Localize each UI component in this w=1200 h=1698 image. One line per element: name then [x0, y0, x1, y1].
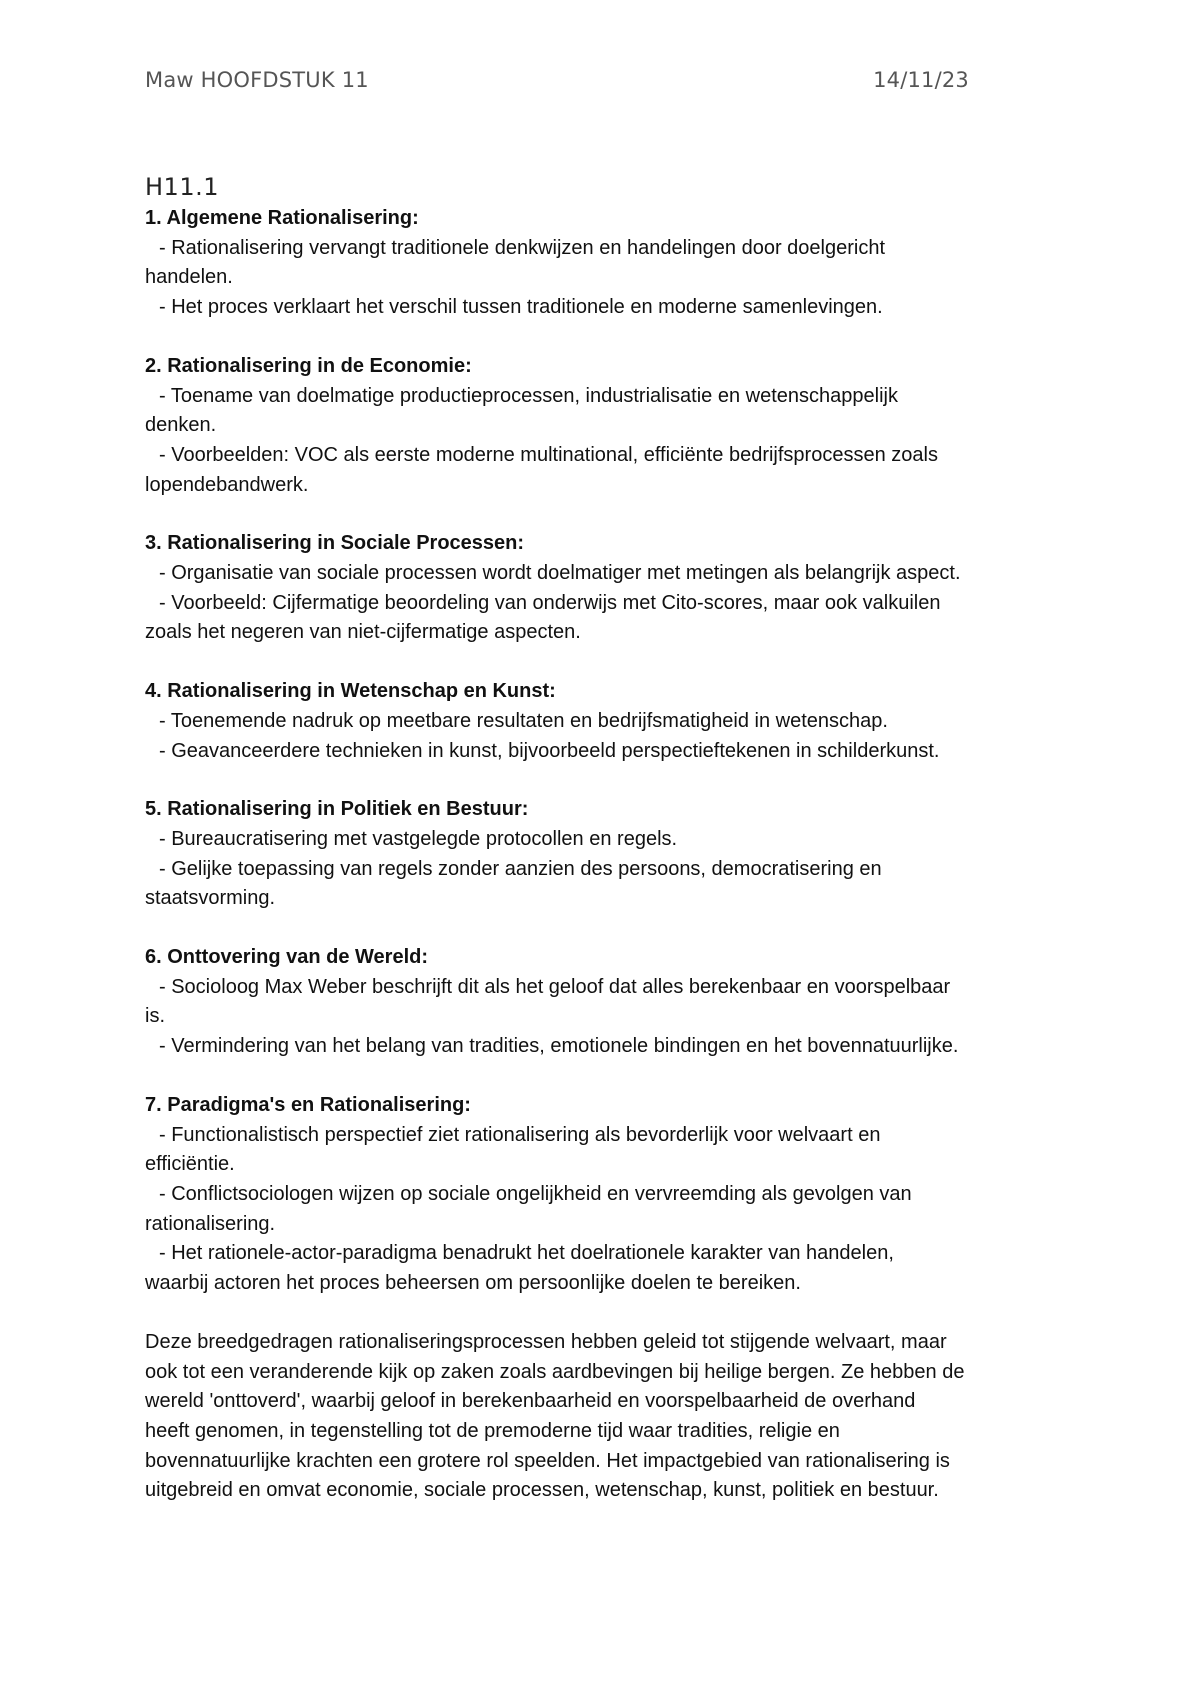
bullet-line: - Voorbeeld: Cijfermatige beoordeling van onderwijs met Cito-scores, maar ook valkuilen — [159, 591, 941, 614]
bullet-line: - Het proces verklaart het verschil tussen traditionele en moderne samenlevingen. — [159, 296, 883, 319]
bullet-line: - Rationalisering vervangt traditionele denkwijzen en handelingen door doelgericht — [159, 236, 886, 259]
continuation-line: handelen. — [145, 266, 233, 289]
sections-list — [145, 204, 1075, 1299]
section-1 — [145, 204, 1075, 323]
document-body — [145, 170, 1075, 1506]
bullet-line: - Voorbeelden: VOC als eerste moderne multinational, efficiënte bedrijfsprocessen zoals — [159, 443, 938, 466]
continuation-line: denken. — [145, 414, 217, 437]
continuation-line: rationalisering. — [145, 1212, 276, 1235]
bullet-line: - Bureaucratisering met vastgelegde protocollen en regels. — [159, 827, 678, 850]
section-heading: H11.1 — [145, 173, 219, 201]
page-header — [145, 68, 969, 102]
continuation-line: is. — [145, 1005, 165, 1028]
section-5 — [145, 795, 1075, 914]
section-title: 6. Onttovering van de Wereld: — [145, 946, 429, 969]
section-title: 4. Rationalisering in Wetenschap en Kunst: — [145, 680, 556, 703]
continuation-line: waarbij actoren het proces beheersen om persoonlijke doelen te bereiken. — [145, 1272, 801, 1295]
section-6 — [145, 943, 1075, 1062]
closing-line: uitgebreid en omvat economie, sociale processen, wetenschap, kunst, politiek en bestuur. — [145, 1479, 939, 1502]
section-3 — [145, 529, 1075, 648]
bullet-line: - Vermindering van het belang van tradities, emotionele bindingen en het bovennatuurlijke. — [159, 1035, 959, 1058]
bullet-line: - Geavanceerdere technieken in kunst, bijvoorbeeld perspectieftekenen in schilderkunst. — [159, 739, 940, 762]
closing-line: wereld 'onttoverd', waarbij geloof in berekenbaarheid en voorspelbaarheid de overhand — [145, 1390, 916, 1413]
closing-line: heeft genomen, in tegenstelling tot de premoderne tijd waar tradities, religie en — [145, 1419, 840, 1442]
bullet-line: - Gelijke toepassing van regels zonder aanzien des persoons, democratisering en — [159, 857, 882, 880]
closing-line: bovennatuurlijke krachten een grotere rol speelden. Het impactgebied van rationalisering is — [145, 1449, 950, 1472]
continuation-line: efficiëntie. — [145, 1153, 235, 1176]
closing-paragraph — [145, 1328, 1075, 1506]
bullet-line: - Toenemende nadruk op meetbare resultaten en bedrijfsmatigheid in wetenschap. — [159, 709, 888, 732]
bullet-line: - Het rationele-actor-paradigma benadrukt het doelrationele karakter van handelen, — [159, 1242, 894, 1265]
section-title: 7. Paradigma's en Rationalisering: — [145, 1093, 471, 1116]
header-date: 14/11/23 — [873, 68, 969, 92]
section-title: 1. Algemene Rationalisering: — [145, 207, 419, 229]
closing-line: ook tot een veranderende kijk op zaken zoals aardbevingen bij heilige bergen. Ze hebben de — [145, 1360, 965, 1383]
section-title: 5. Rationalisering in Politiek en Bestuur: — [145, 798, 529, 821]
section-title: 3. Rationalisering in Sociale Processen: — [145, 532, 525, 555]
bullet-line: - Conflictsociologen wijzen op sociale ongelijkheid en vervreemding als gevolgen van — [159, 1182, 912, 1205]
section-7 — [145, 1091, 1075, 1299]
continuation-line: staatsvorming. — [145, 887, 276, 910]
section-2 — [145, 352, 1075, 501]
bullet-line: - Toename van doelmatige productieprocessen, industrialisatie en wetenschappelijk — [159, 384, 898, 407]
continuation-line: zoals het negeren van niet-cijfermatige aspecten. — [145, 621, 581, 644]
section-4 — [145, 677, 1075, 766]
bullet-line: - Socioloog Max Weber beschrijft dit als het geloof dat alles berekenbaar en voorspelbaar — [159, 975, 951, 998]
closing-line: Deze breedgedragen rationaliseringsprocessen hebben geleid tot stijgende welvaart, maar — [145, 1330, 947, 1353]
header-title: Maw HOOFDSTUK 11 — [145, 68, 369, 92]
bullet-line: - Functionalistisch perspectief ziet rationalisering als bevorderlijk voor welvaart en — [159, 1123, 881, 1146]
continuation-line: lopendebandwerk. — [145, 473, 309, 496]
section-title: 2. Rationalisering in de Economie: — [145, 354, 472, 377]
bullet-line: - Organisatie van sociale processen wordt doelmatiger met metingen als belangrijk aspect. — [159, 562, 961, 585]
